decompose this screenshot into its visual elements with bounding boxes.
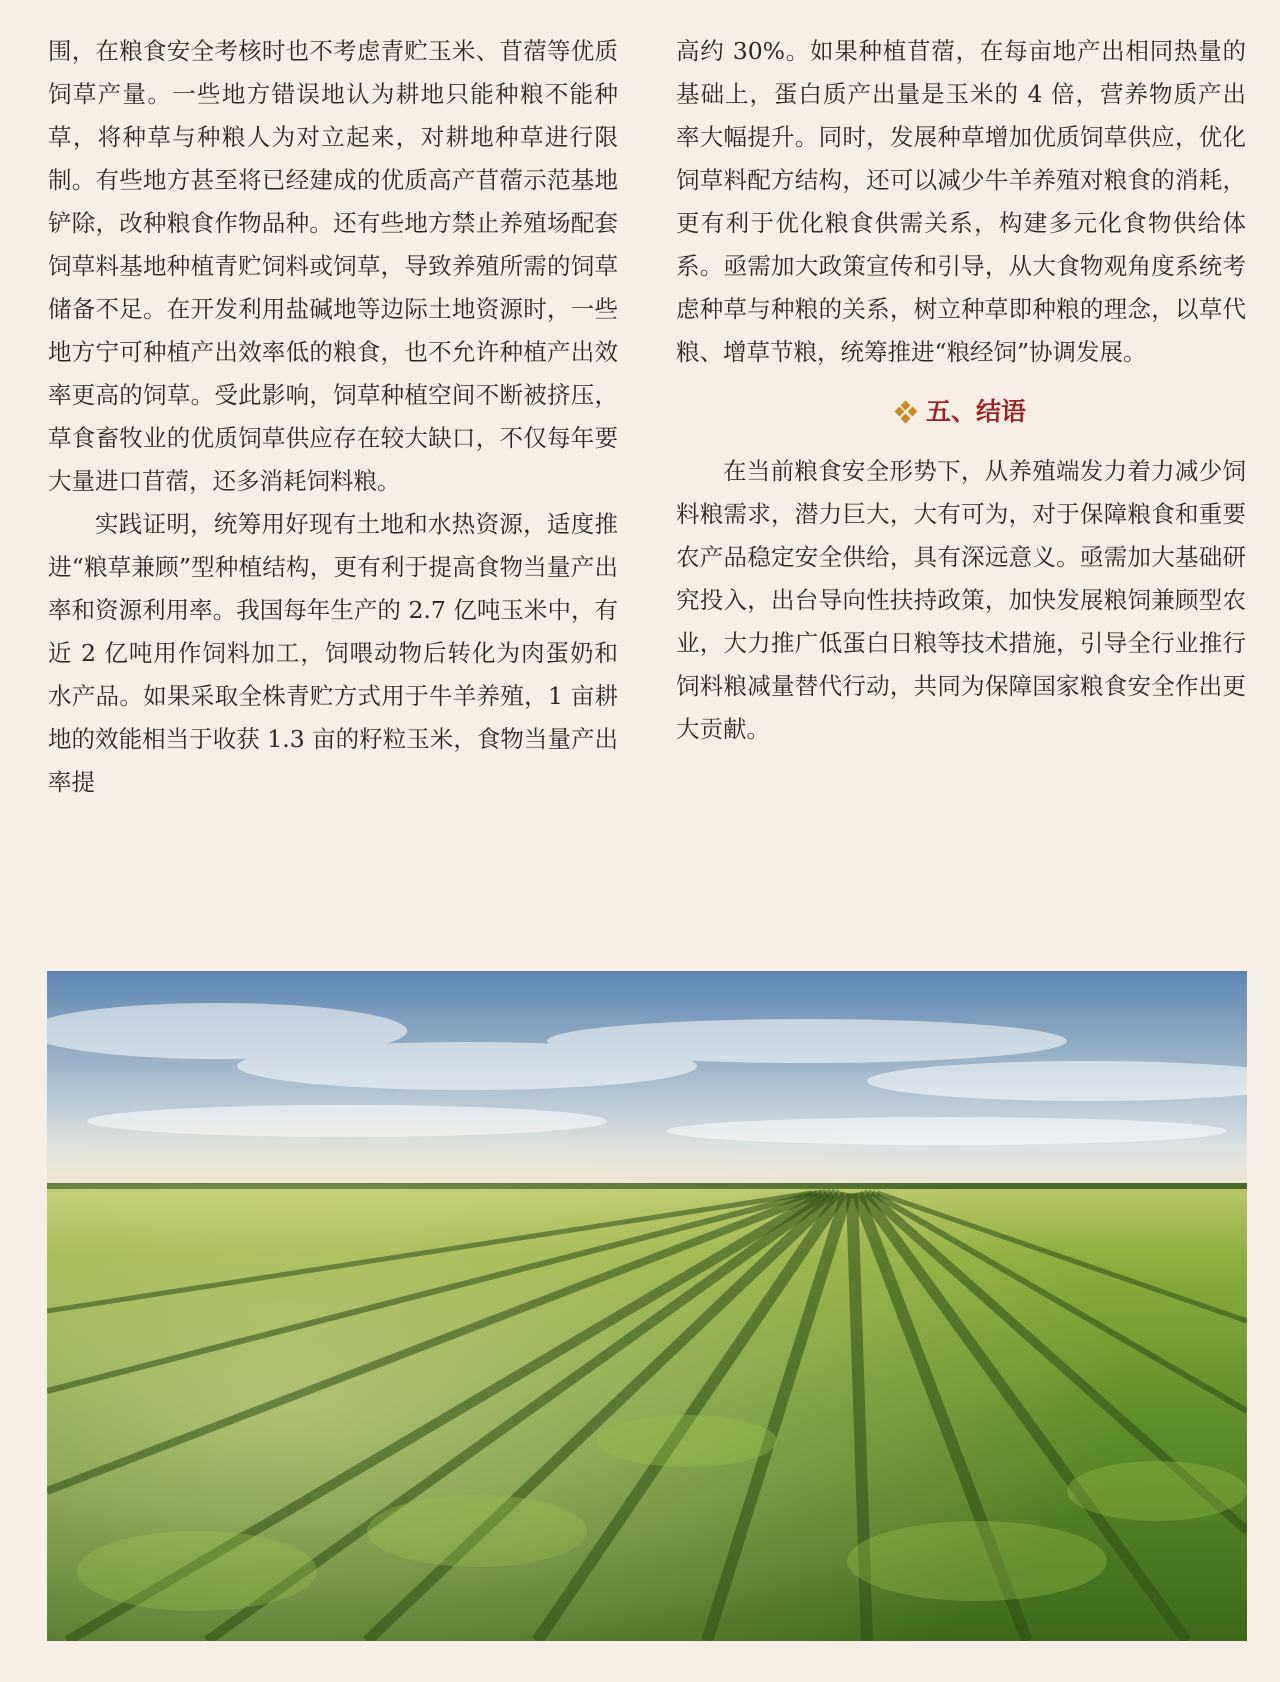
right-paragraph-1: 高约 30%。如果种植苜蓿，在每亩地产出相同热量的基础上，蛋白质产出量是玉米的 4 倍，营养物质产出率大幅提升。同时，发展种草增加优质饲草供应，优化饲草料配方结构，还可以减少牛羊养殖对粮食的消耗，更有利于优化粮食供需关系，构建多元化食物供给体系。亟需加大政策宣传和引导，从大食物观角度系统考虑种草与种粮的关系，树立种草即种粮的理念，以草代粮、增草节粮，统筹推进“粮经饲”协调发展。 (676, 37, 1246, 366)
left-paragraph-1: 围，在粮食安全考核时也不考虑青贮玉米、苜蓿等优质饲草产量。一些地方错误地认为耕地只能种粮不能种草，将种草与种粮人为对立起来，对耕地种草进行限制。有些地方甚至将已经建成的优质高产苜蓿示范基地铲除，改种粮食作物品种。还有些地方禁止养殖场配套饲草料基地种植青贮饲料或饲草，导致养殖所需的饲草储备不足。在开发利用盐碱地等边际土地资源时，一些地方宁可种植产出效率低的粮食，也不允许种植产出效率更高的饲草。受此影响，饲草种植空间不断被挤压，草食畜牧业的优质饲草供应存在较大缺口，不仅每年要大量进口苜蓿，还多消耗饲料粮。 (48, 37, 618, 495)
right-text-column (676, 30, 1246, 751)
four-diamond-ornament-icon (896, 402, 916, 422)
section-heading-text: 五、结语 (925, 397, 1026, 426)
left-paragraph-2: 实践证明，统筹用好现有土地和水热资源，适度推进“粮草兼顾”型种植结构，更有利于提高食物当量产出率和资源利用率。我国每年生产的 2.7 亿吨玉米中，有近 2 亿吨用作饲料加工，饲喂动物后转化为肉蛋奶和水产品。如果采取全株青贮方式用于牛羊养殖，1 亩耕地的效能相当于收获 1.3 亩的籽粒玉米，食物当量产出率提 (48, 510, 618, 796)
right-paragraph-2: 在当前粮食安全形势下，从养殖端发力着力减少饲料粮需求，潜力巨大，大有可为，对于保障粮食和重要农产品稳定安全供给，具有深远意义。亟需加大基础研究投入，出台导向性扶持政策，加快发展粮饲兼顾型农业，大力推广低蛋白日粮等技术措施，引导全行业推行饲料粮减量替代行动，共同为保障国家粮食安全作出更大贡献。 (676, 457, 1246, 743)
soybean-field-photo (47, 971, 1247, 1641)
left-text-column (48, 30, 618, 804)
section-heading (676, 392, 1246, 432)
